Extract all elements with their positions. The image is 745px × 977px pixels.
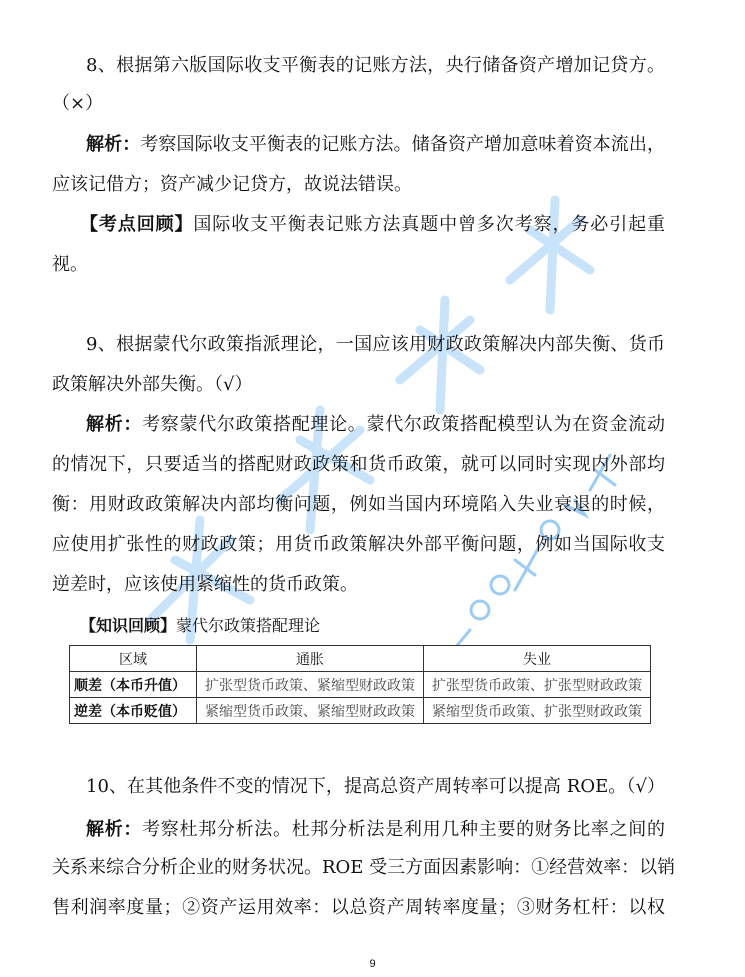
q10-analysis-2: 关系来综合分析企业的财务状况。ROE 受三方面因素影响：①经营效率：以销 <box>52 857 676 878</box>
review-title: 蒙代尔政策搭配理论 <box>176 616 321 635</box>
mundell-policy-table <box>69 645 651 724</box>
q9-analysis <box>86 413 665 437</box>
table-cell: 逆差（本币贬值） <box>70 698 197 724</box>
q10-question: 10、在其他条件不变的情况下，提高总资产周转率可以提高 ROE。（√） <box>86 776 665 797</box>
table-row <box>70 672 651 698</box>
q9-review <box>80 614 693 638</box>
review-text: 国际收支平衡表记账方法真题中曾多次考察，务必引起重 <box>193 214 666 235</box>
table-cell: 紧缩型货币政策、紧缩型财政政策 <box>197 698 424 724</box>
review-label: 【考点回顾】 <box>80 214 194 235</box>
q8-analysis <box>86 133 665 157</box>
q9-analysis-4: 应使用扩张性的财政政策；用货币政策解决外部平衡问题，例如当国际收支 <box>52 534 665 555</box>
table-cell: 顺差（本币升值） <box>70 672 197 698</box>
q9-analysis-3: 衡：用财政政策解决内部均衡问题，例如当国内环境陷入失业衰退的时候， <box>52 494 665 515</box>
q9-question: 9、根据蒙代尔政策指派理论，一国应该用财政政策解决内部失衡、货币 <box>86 334 665 355</box>
q8-analysis-cont: 应该记借方；资产减少记贷方，故说法错误。 <box>52 174 412 195</box>
table-cell: 紧缩型货币政策、扩张型财政政策 <box>424 698 651 724</box>
table-row <box>70 698 651 724</box>
q8-question: 8、根据第六版国际收支平衡表的记账方法，央行储备资产增加记贷方。 <box>86 55 665 76</box>
table-header: 失业 <box>424 646 651 672</box>
q8-answer: （×） <box>52 93 104 114</box>
analysis-text: 考察蒙代尔政策搭配理论。蒙代尔政策搭配模型认为在资金流动 <box>142 414 666 435</box>
q9-analysis-5: 逆差时，应该使用紧缩性的货币政策。 <box>52 574 358 595</box>
review-label: 【知识回顾】 <box>80 616 177 635</box>
table-cell: 扩张型货币政策、紧缩型财政政策 <box>197 672 424 698</box>
q9-analysis-2: 的情况下，只要适当的搭配财政政策和货币政策，就可以同时实现内外部均 <box>52 454 665 475</box>
analysis-text: 考察杜邦分析法。杜邦分析法是利用几种主要的财务比率之间的 <box>142 819 666 840</box>
page-number: 9 <box>369 958 376 970</box>
table-header: 通胀 <box>197 646 424 672</box>
analysis-label: 解析： <box>86 819 143 840</box>
table-cell: 扩张型货币政策、扩张型财政政策 <box>424 672 651 698</box>
analysis-text: 考察国际收支平衡表的记账方法。储备资产增加意味着资本流出， <box>140 134 666 155</box>
q9-question-cont: 政策解决外部失衡。（√） <box>52 374 253 395</box>
q8-review-cont: 视。 <box>52 254 88 275</box>
q8-review <box>80 213 665 237</box>
q10-analysis-3: 售利润率度量；②资产运用效率：以总资产周转率度量；③财务杠杆：以权 <box>52 897 665 918</box>
q10-analysis <box>86 818 665 842</box>
analysis-label: 解析： <box>86 134 141 155</box>
analysis-label: 解析： <box>86 414 143 435</box>
table-header-row <box>70 646 651 672</box>
table-header: 区域 <box>70 646 197 672</box>
